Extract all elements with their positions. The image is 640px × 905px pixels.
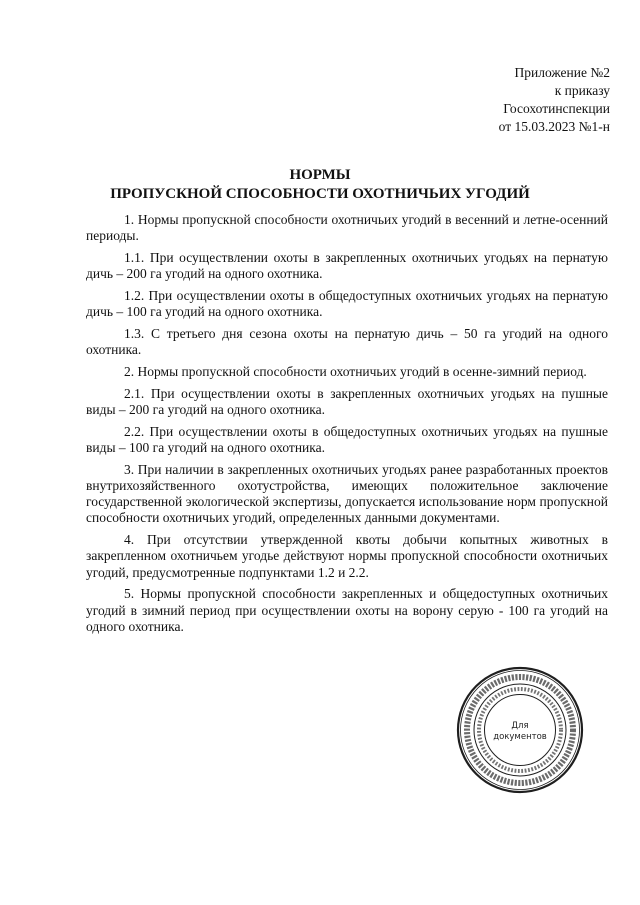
document-header: [499, 64, 610, 136]
paragraph-1-1: 1.1. При осуществлении охоты в закрепленных охотничьих угодьях на пернатую дичь – 200 га угодий на одного охотника.: [86, 250, 608, 282]
paragraph-5: 5. Нормы пропускной способности закрепленных и общедоступных охотничьих угодий в зимний период при осуществлении охоты на ворону серую - 100 га угодий на одного охотника.: [86, 586, 608, 634]
title-line-1: НОРМЫ: [289, 167, 351, 183]
document-body: [86, 212, 608, 641]
paragraph-2: 2. Нормы пропускной способности охотничьих угодий в осенне-зимний период.: [124, 364, 587, 379]
paragraph-4: 4. При отсутствии утвержденной квоты добычи копытных животных в закрепленном охотничьем угодье действуют нормы пропускной способности охотничьих угодий, предусмотренные подпунктами 1.2 и 2.2.: [86, 532, 608, 580]
header-date: от 15.03.2023 №1-н: [498, 119, 610, 134]
header-order-ref: к приказу: [554, 83, 610, 98]
paragraph-2-2: 2.2. При осуществлении охоты в общедоступных охотничьих угодьях на пушные виды – 100 га угодий на одного охотника.: [86, 423, 608, 455]
official-seal: [456, 666, 584, 794]
title-line-2: ПРОПУСКНОЙ СПОСОБНОСТИ ОХОТНИЧЬИХ УГОДИЙ: [110, 186, 530, 202]
paragraph-2-1: 2.1. При осуществлении охоты в закрепленных охотничьих угодьях на пушные виды – 200 га угодий на одного охотника.: [86, 385, 608, 417]
seal-text-line-2: документов: [493, 732, 547, 742]
seal-graphic: [456, 666, 584, 794]
paragraph-1-2: 1.2. При осуществлении охоты в общедоступных охотничьих угодьях на пернатую дичь – 100 га угодий на одного охотника.: [86, 288, 608, 320]
header-agency: Госохотинспекции: [503, 101, 610, 116]
seal-text-line-1: Для: [511, 721, 529, 731]
paragraph-1: 1. Нормы пропускной способности охотничьих угодий в весенний и летне-осенний периоды.: [86, 212, 608, 244]
document-title: [0, 166, 640, 204]
paragraph-1-3: 1.3. С третьего дня сезона охоты на пернатую дичь – 50 га угодий на одного охотника.: [86, 326, 608, 358]
header-appendix: Приложение №2: [514, 65, 610, 80]
paragraph-3: 3. При наличии в закрепленных охотничьих угодьях ранее разработанных проектов внутрихозяйственного охотустройства, имеющих положительное заключение государственной экологической экспертизы, допускается использование норм пропускной способности охотничьих угодий, определенных данными документами.: [86, 461, 608, 526]
